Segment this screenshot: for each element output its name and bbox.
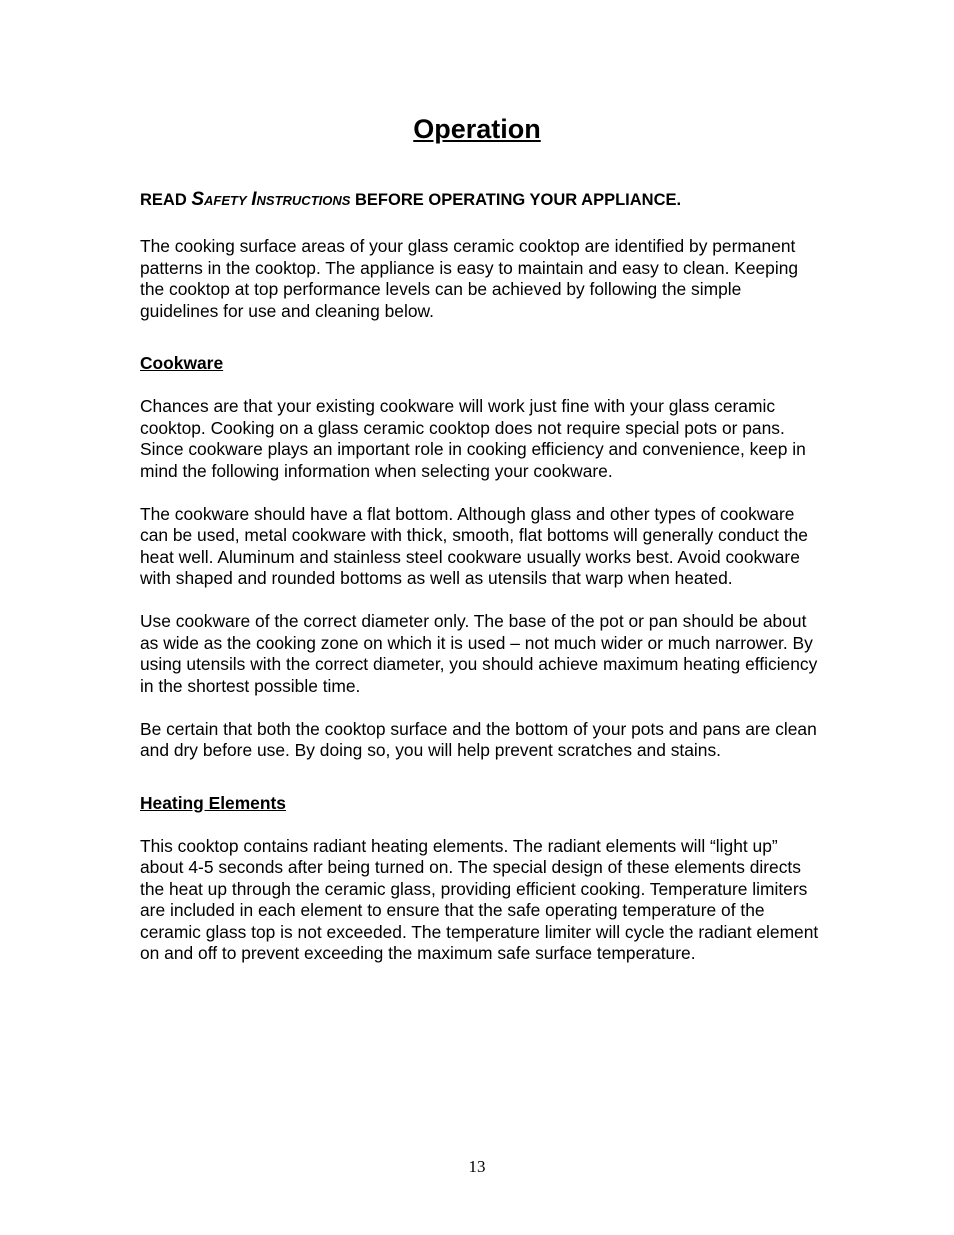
heating-elements-paragraph: This cooktop contains radiant heating elements. The radiant elements will “light up” about 4-5 seconds after being turned on. The special design of these elements directs the heat up through the ceramic glass, providing efficient cooking. Temperature limiters are included in each element to ensure that the safe operating temperature of the ceramic glass top is not exceeded. The temperature limiter will cycle the radiant element on and off to prevent exceeding the maximum safe surface temperature.	[140, 835, 819, 963]
cookware-paragraph-4: Be certain that both the cooktop surface and the bottom of your pots and pans are clean and dry before use. By doing so, you will help prevent scratches and stains.	[140, 718, 817, 760]
cookware-heading: Cookware	[140, 353, 224, 373]
notice-read: READ	[140, 191, 187, 209]
cookware-paragraph-1: Chances are that your existing cookware will work just fine with your glass ceramic cooktop. Cooking on a glass ceramic cooktop does not require special pots or pans. Since cookware plays an important role in cooking efficiency and convenience, keep in mind the following information when selecting your cookware.	[140, 396, 806, 481]
page-title: Operation	[413, 114, 541, 144]
notice-rest: BEFORE OPERATING YOUR APPLIANCE.	[355, 191, 682, 209]
intro-paragraph: The cooking surface areas of your glass ceramic cooktop are identified by permanent patterns in the cooktop. The appliance is easy to maintain and easy to clean. Keeping the cooktop at top performance levels can be achieved by following the simple guidelines for use and cleaning below.	[140, 236, 799, 321]
notice-instructions: Instructions	[251, 189, 351, 210]
safety-notice	[140, 188, 820, 212]
cookware-paragraph-2: The cookware should have a flat bottom. Although glass and other types of cookware can be used, metal cookware with thick, smooth, flat bottoms will generally conduct the heat well. Aluminum and stainless steel cookware usually works best. Avoid cookware with shaped and rounded bottoms as well as utensils that warp when heated.	[140, 503, 808, 588]
page-content	[140, 188, 820, 986]
page-number: 13	[468, 1157, 486, 1176]
heating-elements-heading: Heating Elements	[140, 792, 286, 813]
notice-safety: Safety	[191, 189, 247, 210]
cookware-paragraph-3: Use cookware of the correct diameter only. The base of the pot or pan should be about as wide as the cooking zone on which it is used – not much wider or much narrower. By using utensils with the correct diameter, you should achieve maximum heating efficiency in the shortest possible time.	[140, 611, 818, 696]
